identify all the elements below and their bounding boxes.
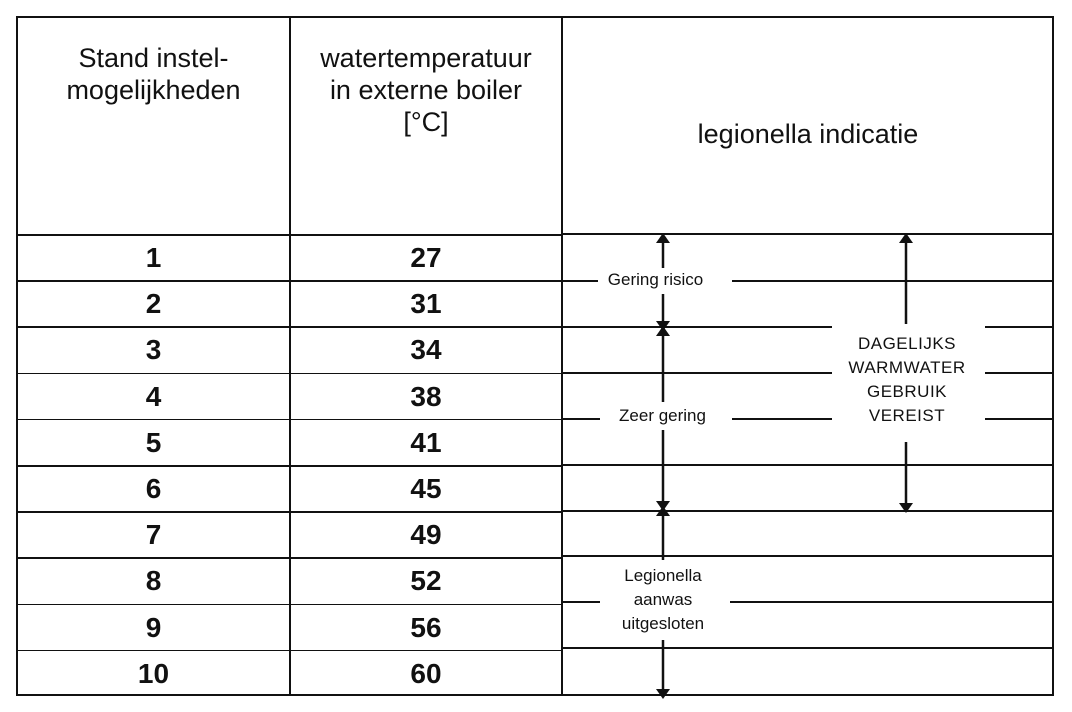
cell-temperature: 41 xyxy=(410,426,442,458)
header-stand-line-1: Stand instel- xyxy=(78,43,229,73)
label-zeer-gering: Zeer gering xyxy=(605,404,720,428)
cell-temperature: 60 xyxy=(410,657,442,689)
cell-stand: 3 xyxy=(145,334,162,366)
header-temperature-line-2: in externe boiler xyxy=(329,75,523,105)
cell-temperature: 49 xyxy=(410,519,442,551)
header-temperature-line-1: watertemperatuur xyxy=(320,43,532,73)
header-temperature-unit: [°C] xyxy=(403,107,449,137)
cell-temperature: 38 xyxy=(410,380,442,412)
label-dagelijks xyxy=(832,332,982,428)
header-stand-line-2: mogelijkheden xyxy=(66,75,241,105)
label-uitgesloten-line-3: uitgesloten xyxy=(621,614,705,633)
cell-temperature: 56 xyxy=(410,611,442,643)
label-dagelijks-line-3: GEBRUIK xyxy=(866,382,948,401)
label-uitgesloten-line-1: Legionella xyxy=(624,566,702,585)
cell-stand: 5 xyxy=(145,426,162,458)
cell-stand: 6 xyxy=(145,473,162,504)
label-dagelijks-line-2: WARMWATER xyxy=(848,358,966,377)
cell-stand: 9 xyxy=(145,611,162,643)
cell-stand: 7 xyxy=(145,519,162,551)
label-gering-risico: Gering risico xyxy=(598,268,713,292)
cell-stand: 4 xyxy=(145,380,162,412)
cell-stand: 1 xyxy=(145,242,162,273)
cell-stand: 8 xyxy=(145,565,162,597)
cell-stand: 10 xyxy=(137,657,170,689)
cell-temperature: 52 xyxy=(410,565,442,597)
cell-temperature: 45 xyxy=(410,473,442,504)
cell-stand: 2 xyxy=(145,288,162,320)
label-dagelijks-line-1: DAGELIJKS xyxy=(857,334,957,353)
cell-temperature: 34 xyxy=(410,334,442,366)
label-uitgesloten xyxy=(603,564,723,636)
label-dagelijks-line-4: VEREIST xyxy=(868,406,946,425)
cell-temperature: 27 xyxy=(410,242,442,273)
header-legionella: legionella indicatie xyxy=(697,119,919,149)
cell-temperature: 31 xyxy=(410,288,442,320)
label-uitgesloten-line-2: aanwas xyxy=(633,590,693,609)
